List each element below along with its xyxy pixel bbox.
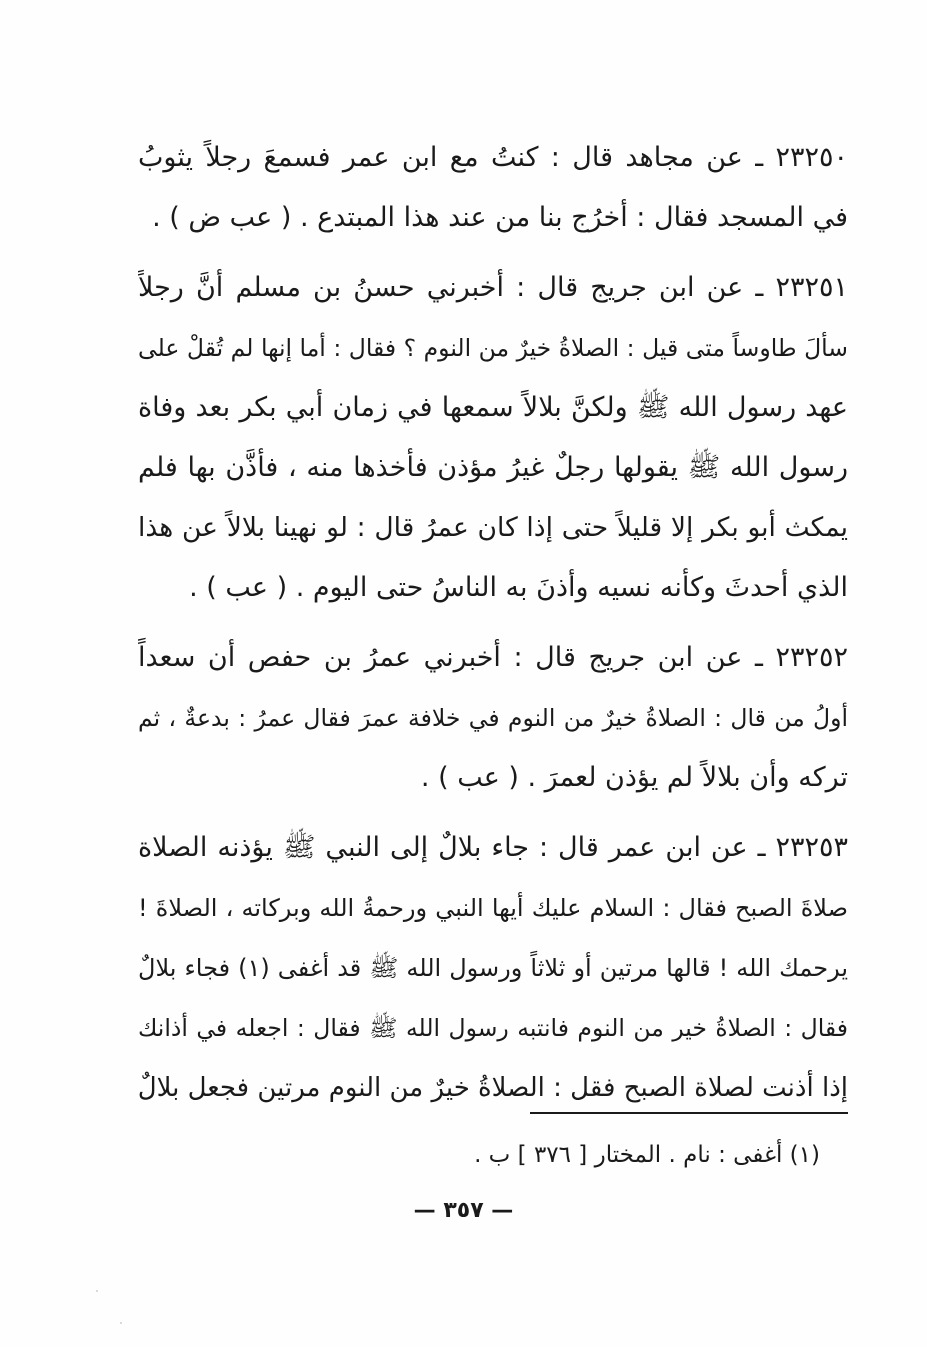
text-line: إذا أذنت لصلاة الصبح فقل : الصلاةُ خيرٌ من النوم مرتين فجعل بلالٌ xyxy=(138,1073,848,1103)
text-line: صلاةَ الصبح فقال : السلام عليك أيها النبي ورحمةُ الله وبركاته ، الصلاةَ ! xyxy=(138,894,848,922)
scan-speck xyxy=(96,1290,98,1292)
text-line: رسول الله ﷺ يقولها رجلٌ غيرُ مؤذن فأخذها منه ، فأذَّن بها فلم xyxy=(138,452,848,483)
footnote-divider xyxy=(530,1112,848,1114)
hadith-23253 xyxy=(138,818,848,1118)
text-line: في المسجد فقال : أخرُج بنا من عند هذا المبتدع . ( عب ض ) . xyxy=(152,202,848,233)
hadith-23252 xyxy=(138,628,848,808)
text-line: تركه وأن بلالاً لم يؤذن لعمرَ . ( عب ) . xyxy=(420,762,848,793)
page-number: — ٣٥٧ — xyxy=(413,1198,514,1223)
text-line: عهد رسول الله ﷺ ولكنَّ بلالاً سمعها في زمان أبي بكر بعد وفاة xyxy=(138,392,848,423)
text-line: الذي أحدثَ وكأنه نسيه وأذنَ به الناسُ حتى اليوم . ( عب ) . xyxy=(189,572,848,603)
text-line: سألَ طاوساً متى قيل : الصلاةُ خيرٌ من النوم ؟ فقال : أما إنها لم تُقلْ على xyxy=(138,334,848,362)
scan-speck xyxy=(120,1322,122,1324)
page-body xyxy=(138,128,848,1128)
text-line: أولُ من قال : الصلاةُ خيرٌ من النوم في خلافة عمرَ فقال عمرُ : بدعةٌ ، ثم xyxy=(138,704,848,732)
text-line: يرحمك الله ! قالها مرتين أو ثلاثاً ورسول الله ﷺ قد أغفى (١) فجاء بلالٌ xyxy=(138,954,848,982)
text-line: يمكث أبو بكر إلا قليلاً حتى إذا كان عمرُ قال : لو نهينا بلالاً عن هذا xyxy=(138,512,848,543)
footnote: (١) أغفى : نام . المختار [ ٣٧٦ ] ب . xyxy=(474,1142,820,1168)
hadith-23251 xyxy=(138,258,848,618)
text-line: ٢٣٢٥٢ ـ عن ابن جريج قال : أخبرني عمرُ بن حفص أن سعداً xyxy=(138,642,848,673)
text-line: ٢٣٢٥١ ـ عن ابن جريج قال : أخبرني حسنُ بن مسلم أنَّ رجلاً xyxy=(138,272,848,303)
text-line: ٢٣٢٥٣ ـ عن ابن عمر قال : جاء بلالٌ إلى النبي ﷺ يؤذنه الصلاة xyxy=(138,832,848,863)
hadith-23250 xyxy=(138,128,848,248)
text-line: ٢٣٢٥٠ ـ عن مجاهد قال : كنتُ مع ابن عمر فسمعَ رجلاً يثوبُ xyxy=(138,142,848,173)
text-line: فقال : الصلاةُ خير من النوم فانتبه رسول الله ﷺ فقال : اجعله في أذانك xyxy=(138,1014,848,1042)
